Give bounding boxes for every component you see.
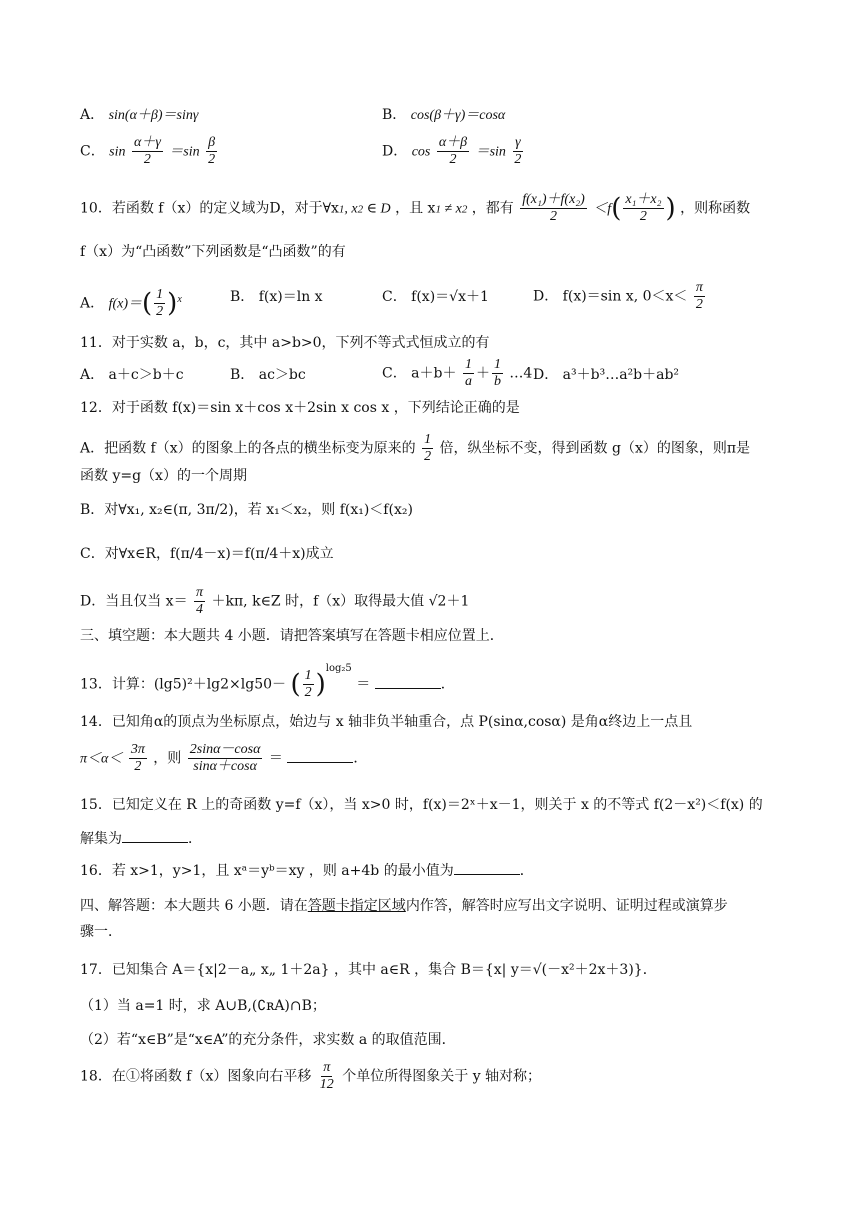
q17-stem: 17．已知集合 A＝{x|2－a„ x„ 1＋2a} ，其中 a∈R ，集合 B＝{x| y＝√(－x²＋2x＋3)}．: [80, 962, 657, 978]
q9-d-den2: 2: [514, 152, 522, 167]
q10-text-a: 10．若函数 f（x）的定义域为D，对于∀x: [80, 200, 339, 217]
q10-line1: 10．若函数 f（x）的定义域为D，对于∀x1, x2 ∈ D ，且 x1 ≠ x2 ，都有 $\frac{\text{f(x₁)＋f(x₂)}}{2}$ ＜f( $\frac{\text{x₁＋x₂}}{2}$ ) ，则称函数: [80, 192, 751, 224]
q12-opt-d: D．当且仅当 x＝ $\frac{\pi}{4}$ ＋kπ, k∈Z 时，f（x）取得最大值 √2＋1: [80, 585, 470, 617]
q9-c-num2: β: [208, 135, 216, 150]
q13-post: ＝: [356, 676, 371, 693]
q18-den: 12: [319, 1077, 334, 1092]
q9-c-pre: sin: [109, 144, 126, 160]
q15-l2: 解集为: [80, 831, 122, 847]
q12-a1: A．把函数 f（x）的图象上的各点的横坐标变为原来的: [80, 440, 416, 457]
q9-c-frac2: [206, 135, 217, 168]
q14-l2c: ＝: [268, 750, 283, 767]
q13-end: ．: [440, 676, 455, 693]
q12-stem: 12．对于函数 f(x)＝sin x＋cos x＋2sin x cos x ，下列结论正确的是: [80, 400, 520, 416]
section4-heading: [80, 896, 728, 916]
q18-post: 个单位所得图象关于 y 轴对称；: [342, 1068, 542, 1085]
sec4-l1a: 四、解答题：本大题共 6 小题．请在: [80, 898, 308, 914]
section4-line2: 骤一．: [80, 924, 122, 940]
q12-d2: ＋kπ, k∈Z 时，f（x）取得最大值 √2＋1: [211, 593, 470, 610]
q9-c-frac1: [132, 135, 163, 168]
q18: [80, 1060, 541, 1093]
q14-end: ．: [353, 750, 368, 767]
q9-option-a: [80, 105, 198, 126]
sec4-underlined: 答题卡指定区域: [307, 898, 406, 914]
q9-c-den: 2: [143, 152, 151, 167]
q9-d-frac2: [512, 135, 523, 168]
q12-opt-a-line1: A．把函数 f（x）的图象上的各点的横坐标变为原来的 $\frac{1}{2}$ 倍，纵坐标不变，得到函数 g（x）的图象，则π是: [80, 432, 751, 464]
q13-pre: 13．计算：(lg5)²＋lg2×lg50－: [80, 676, 287, 693]
q11-stem: 11．对于实数 a，b，c，其中 a>b>0，下列不等式式恒成立的有: [80, 335, 490, 351]
q9-d-frac1: [437, 135, 469, 168]
q9-c-den2: 2: [208, 152, 216, 167]
q16-text: 16．若 x>1，y>1，且 xᵃ＝yᵇ＝xy ，则 a+4b 的最小值为: [80, 863, 454, 879]
q12-opt-a-line2: 函数 y=g（x）的一个周期: [80, 468, 247, 484]
q10-text-d: ，则称函数: [680, 200, 751, 217]
q12-d1: D．当且仅当 x＝: [80, 593, 188, 610]
q18-num: π: [323, 1060, 331, 1075]
q16-end: ．: [519, 863, 534, 879]
q10-opt-b: B． f(x)＝ln x: [230, 289, 323, 305]
q14-l2a: π＜α＜: [80, 751, 123, 767]
q9-option-b: [382, 105, 505, 126]
q10-opt-d-text: D． f(x)＝sin x, 0＜x＜: [533, 288, 688, 305]
q10-opt-d: D． f(x)＝sin x, 0＜x＜ $\frac{\pi}{2}$: [533, 280, 703, 312]
q10-frac-left: $\frac{\text{f(x₁)＋f(x₂)}}{2}$: [522, 192, 585, 224]
q9-d-pre: cos: [411, 144, 431, 160]
q11-opt-c-text: C． a＋b＋: [382, 365, 457, 382]
q9-a-expr: sin(α＋β)＝sinγ: [108, 108, 199, 123]
q13-answer-blank[interactable]: [375, 674, 441, 689]
sec4-l1b: 内作答，解答时应写出文字说明、证明过程或演算步: [405, 898, 728, 914]
q9-c-label: C．: [80, 143, 105, 160]
q9-b-expr: cos(β＋γ)＝cosα: [410, 108, 506, 123]
section3-heading: 三、填空题：本大题共 4 小题．请把答案填写在答题卡相应位置上．: [80, 628, 504, 644]
q11-opt-c: C． a＋b＋ $\frac{1}{a}$ ＋ $\frac{1}{b}$ …4: [382, 357, 533, 389]
q15-end: ．: [188, 831, 202, 847]
q11-opt-b: B． ac＞bc: [230, 367, 306, 383]
q10-options: A． f(x)＝( $\frac{1}{2}$ )$^x$: [80, 287, 182, 319]
q16-answer-blank[interactable]: [454, 860, 520, 875]
q9-d-label: D．: [382, 143, 408, 160]
q9-option-d: [382, 135, 525, 168]
q15-line1: 15．已知定义在 R 上的奇函数 y=f（x），当 x>0 时，f(x)＝2ˣ＋x－1，则关于 x 的不等式 f(2－x²)＜f(x) 的: [80, 797, 763, 813]
q14-answer-blank[interactable]: [287, 748, 353, 763]
q9-a-label: A．: [80, 107, 105, 123]
q10-frac-right: $\frac{\text{x₁＋x₂}}{2}$: [625, 192, 662, 224]
q12-a2: 倍，纵坐标不变，得到函数 g（x）的图象，则π是: [439, 440, 751, 457]
q12-opt-c: C．对∀x∈R，f(π/4－x)＝f(π/4＋x)成立: [80, 546, 334, 562]
q9-d-den: 2: [449, 152, 457, 167]
q17-part1: （1）当 a=1 时，求 A∪B,(∁ʀA)∩B；: [80, 998, 326, 1014]
q15-line2: [80, 828, 202, 849]
q15-answer-blank[interactable]: [122, 828, 188, 843]
q9-c-num: α＋γ: [133, 135, 161, 150]
q11-opt-a: A． a＋c＞b＋c: [80, 367, 184, 383]
q11-opt-d: D． a³＋b³…a²b＋ab²: [533, 367, 680, 383]
q13: 13．计算：(lg5)²＋lg2×lg50－ ( $\frac{1}{2}$ )$^{log_25}$ ＝ ．: [80, 662, 455, 700]
q14-line2: π＜α＜ $\frac{3\pi}{2}$ ，则 $\frac{2\sin\alpha-\cos\alpha}{\sin\alpha+\cos\alpha}$ ＝ ．: [80, 742, 368, 774]
q9-b-label: B．: [382, 107, 407, 123]
q16: [80, 860, 534, 881]
q11-opt-c-tail: …4: [509, 365, 533, 382]
q10-text-b: ，且 x: [395, 200, 436, 217]
q14-l2b: ，则: [153, 750, 182, 767]
q9-d-mid: ＝sin: [475, 144, 506, 160]
q12-opt-b: B．对∀x₁, x₂∈(π, 3π/2)，若 x₁＜x₂，则 f(x₁)＜f(x₂): [80, 502, 413, 518]
q10-line2: f（x）为“凸函数”下列函数是“凸函数”的有: [80, 244, 346, 260]
q18-pre: 18．在①将函数 f（x）图象向右平移: [80, 1068, 312, 1085]
q14-line1: 14．已知角α的顶点为坐标原点，始边与 x 轴非负半轴重合，点 P(sinα,cosα) 是角α终边上一点且: [80, 714, 693, 730]
q17-part2: （2）若“x∈B”是“x∈A”的充分条件，求实数 a 的取值范围．: [80, 1032, 456, 1048]
q9-c-mid: ＝sin: [169, 144, 200, 160]
q9-option-c: [80, 135, 219, 168]
q9-d-num2: γ: [515, 135, 521, 150]
q10-text-c: ，都有: [471, 200, 514, 217]
q10-opt-a-label: A．: [80, 295, 105, 312]
q9-d-num: α＋β: [438, 135, 468, 150]
q10-opt-c: C． f(x)＝√x＋1: [382, 289, 489, 305]
